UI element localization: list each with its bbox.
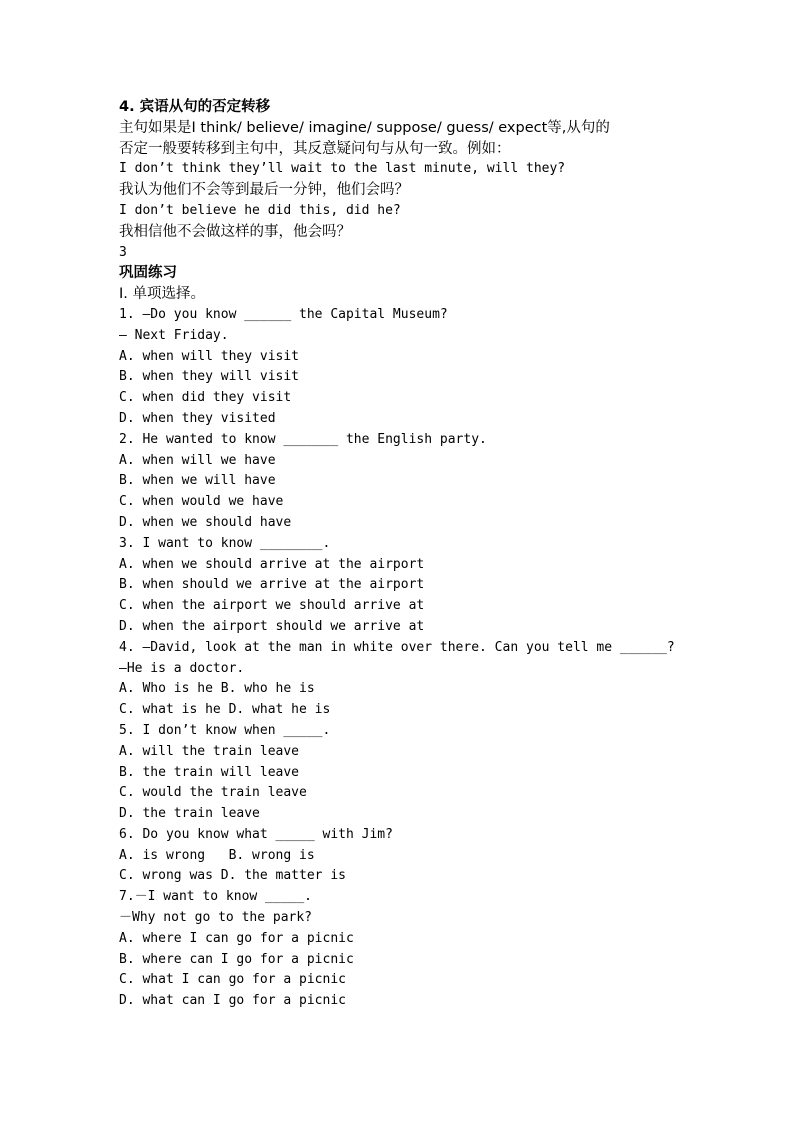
option-a-b: A. is wrong B. wrong is — [119, 847, 315, 863]
option-b: B. where can I go for a picnic — [119, 951, 354, 967]
option-d: D. what can I go for a picnic — [119, 993, 346, 1009]
question-1 — [119, 305, 689, 430]
example-chinese: 我认为他们不会等到最后一分钟，他们会吗？ — [119, 182, 409, 199]
question-stem: 2. He wanted to know _______ the English party. — [119, 431, 487, 447]
example-english: I don’t think they’ll wait to the last minute, will they? — [119, 161, 566, 177]
question-answer-line: — Next Friday. — [119, 327, 229, 343]
option-d: D. when we should have — [119, 514, 292, 530]
option-a: A. where I can go for a picnic — [119, 930, 354, 946]
option-b: B. when should we arrive at the airport — [119, 577, 425, 593]
option-b: B. when we will have — [119, 473, 276, 489]
option-c: C. when would we have — [119, 494, 284, 510]
option-d: D. when the airport should we arrive at — [119, 618, 425, 634]
option-c-d: C. wrong was D. the matter is — [119, 868, 346, 884]
question-stem: 3. I want to know ________. — [119, 535, 331, 551]
question-4 — [119, 638, 689, 721]
option-a: A. when will we have — [119, 452, 276, 468]
option-c: C. when did they visit — [119, 390, 292, 406]
document-body — [119, 97, 689, 1012]
question-stem: 1. —Do you know ______ the Capital Museum? — [119, 306, 448, 322]
rule-text-line: 主句如果是I think/ believe/ imagine/ suppose/ guess/ expect等,从句的 — [119, 119, 610, 136]
question-3 — [119, 534, 689, 638]
question-7 — [119, 887, 689, 1012]
option-b: B. when they will visit — [119, 369, 300, 385]
option-d: D. the train leave — [119, 806, 260, 822]
question-answer-line: －Why not go to the park? — [119, 910, 313, 926]
question-stem: 5. I don’t know when _____. — [119, 722, 331, 738]
question-6 — [119, 825, 689, 887]
page-marker: 3 — [119, 244, 127, 260]
question-5 — [119, 721, 689, 825]
option-a-b: A. Who is he B. who he is — [119, 681, 315, 697]
part-heading: I. 单项选择。 — [119, 286, 205, 303]
example-chinese: 我相信他不会做这样的事，他会吗？ — [119, 223, 351, 240]
option-c: C. what I can go for a picnic — [119, 972, 346, 988]
rule-text-line: 否定一般要转移到主句中，其反意疑问句与从句一致。例如： — [119, 140, 511, 157]
question-answer-line: —He is a doctor. — [119, 660, 245, 676]
section-heading: 4. 宾语从句的否定转移 — [119, 99, 271, 115]
example-english: I don’t believe he did this, did he? — [119, 202, 401, 218]
question-stem: 4. —David, look at the man in white over there. Can you tell me ______? — [119, 639, 675, 655]
option-c: C. when the airport we should arrive at — [119, 598, 425, 614]
option-c: C. would the train leave — [119, 785, 307, 801]
practice-heading: 巩固练习 — [119, 265, 177, 282]
option-a: A. when will they visit — [119, 348, 300, 364]
option-d: D. when they visited — [119, 410, 276, 426]
question-2 — [119, 430, 689, 534]
option-c-d: C. what is he D. what he is — [119, 702, 331, 718]
option-b: B. the train will leave — [119, 764, 300, 780]
option-a: A. will the train leave — [119, 743, 300, 759]
question-stem: 6. Do you know what _____ with Jim? — [119, 826, 393, 842]
question-stem: 7.－I want to know _____. — [119, 889, 313, 905]
option-a: A. when we should arrive at the airport — [119, 556, 425, 572]
